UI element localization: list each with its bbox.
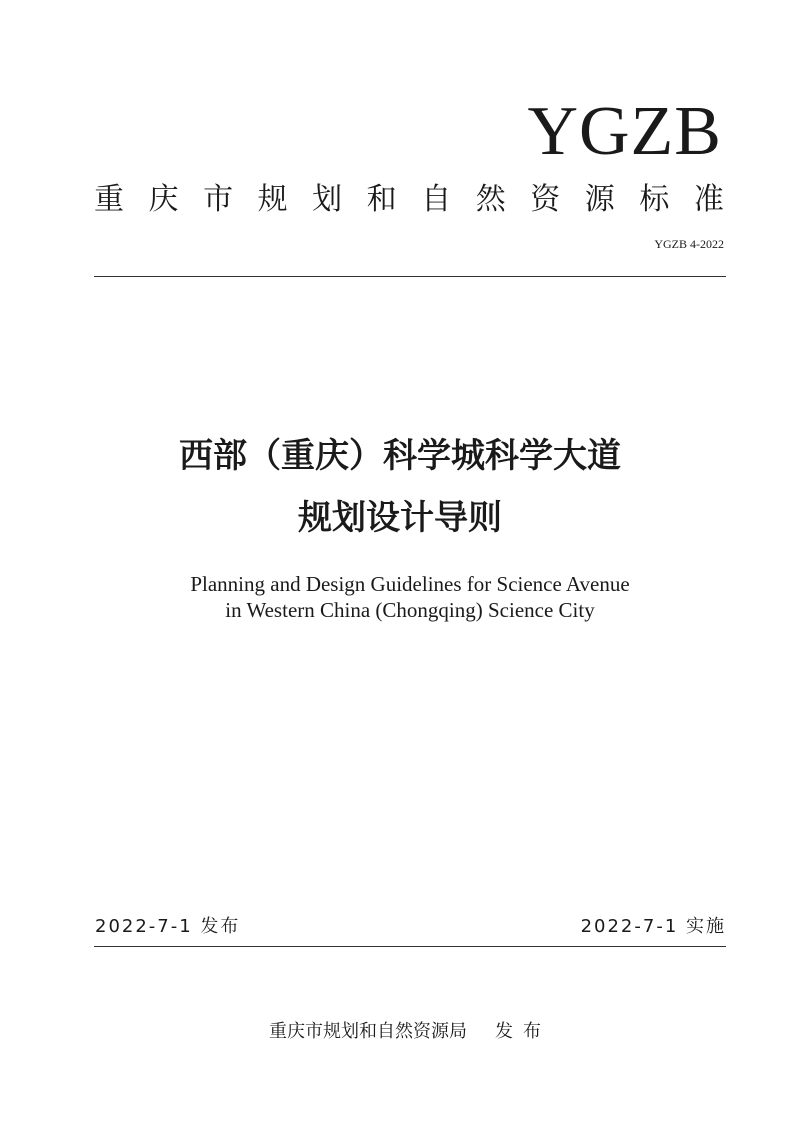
org-standard-char: 源	[584, 182, 615, 217]
bottom-divider	[94, 946, 726, 947]
org-standard-char: 规	[257, 182, 288, 217]
standard-number: YGZB 4-2022	[654, 237, 724, 251]
org-standard-char: 准	[693, 182, 724, 217]
org-standard-char: 重	[94, 182, 124, 217]
publisher-line	[0, 1020, 800, 1044]
org-standard-char: 资	[530, 182, 561, 217]
issue-date: 2022-7-1 发布	[95, 916, 241, 937]
publisher-name: 重庆市规划和自然资源局	[269, 1021, 467, 1042]
org-standard-char: 划	[312, 182, 343, 217]
org-standard-char: 自	[421, 182, 452, 217]
org-standard-char: 市	[203, 182, 234, 217]
org-standard-title	[94, 180, 724, 220]
title-english-line-1: Planning and Design Guidelines for Science Avenue	[190, 572, 630, 596]
org-standard-char: 标	[639, 182, 670, 217]
title-chinese-line-1: 西部（重庆）科学城科学大道	[179, 436, 621, 476]
standard-code-logo: YGZB	[527, 93, 722, 170]
org-standard-char: 庆	[148, 182, 179, 217]
org-standard-char: 然	[475, 182, 506, 217]
top-divider	[94, 276, 726, 277]
org-standard-char: 和	[366, 182, 397, 217]
implementation-date: 2022-7-1 实施	[580, 916, 726, 937]
publisher-action: 发布	[495, 1021, 551, 1042]
title-english-line-2: in Western China (Chongqing) Science City	[225, 598, 595, 622]
title-chinese-line-2: 规划设计导则	[298, 498, 502, 538]
